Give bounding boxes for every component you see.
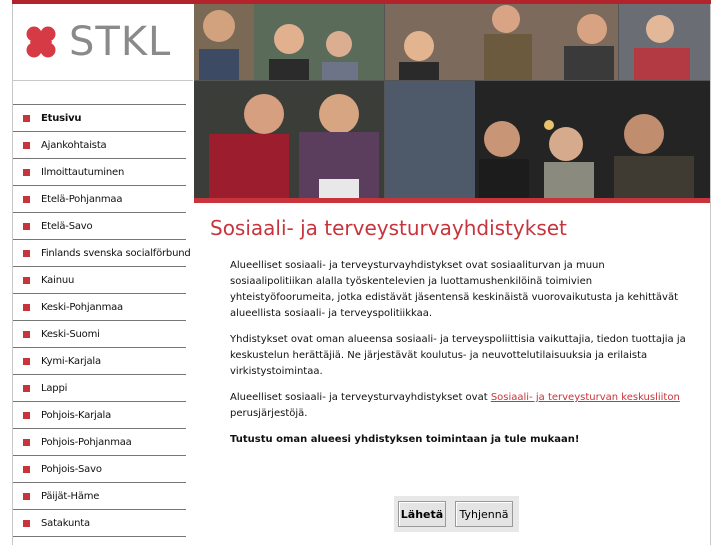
bullet-square-icon	[23, 304, 30, 311]
header-photo-collage	[194, 4, 710, 198]
nav-item-label: Ajankohtaista	[41, 139, 107, 151]
submit-button[interactable]: Lähetä	[398, 501, 446, 527]
bullet-square-icon	[23, 169, 30, 176]
bullet-square-icon	[23, 196, 30, 203]
nav-item-label: Lappi	[41, 382, 68, 394]
sidebar-nav	[13, 104, 191, 537]
page-title: Sosiaali- ja terveysturvayhdistykset	[210, 216, 567, 240]
frame-border-right	[710, 4, 711, 545]
form-buttons	[394, 496, 519, 532]
nav-item-label: Etelä-Pohjanmaa	[41, 193, 123, 205]
nav-item-label: Keski-Suomi	[41, 328, 100, 340]
nav-item-ilmoittautuminen[interactable]	[13, 158, 186, 185]
nav-item-label: Pohjois-Savo	[41, 463, 102, 475]
bullet-square-icon	[23, 142, 30, 149]
nav-item-label: Kymi-Karjala	[41, 355, 101, 367]
nav-item-label: Kainuu	[41, 274, 75, 286]
nav-item-label: Keski-Pohjanmaa	[41, 301, 123, 313]
intro-paragraph: Alueelliset sosiaali- ja terveysturvayhdistykset ovat sosiaaliturvan ja muun sosiaalipolitiikan alalla työskentelevien ja luottamushenkilöinä toimivien yhteistyöfoorumeita, jotka edistävät jäsentensä keskinäistä vuorovaikutusta ja kehittävät alueellista sosiaali- ja terveyspolitiikkaa.	[230, 260, 679, 319]
bullet-square-icon	[23, 223, 30, 230]
bullet-square-icon	[23, 331, 30, 338]
header-red-divider	[194, 198, 710, 203]
nav-item-label: Ilmoittautuminen	[41, 166, 125, 178]
clover-logo-icon	[21, 22, 61, 62]
nav-item-lappi[interactable]	[13, 374, 186, 401]
nav-item-label: Etelä-Savo	[41, 220, 93, 232]
membership-text-prefix: Alueelliset sosiaali- ja terveysturvayhdistykset ovat	[230, 392, 491, 403]
call-to-action: Tutustu oman alueesi yhdistyksen toimintaan ja tule mukaan!	[230, 434, 580, 445]
nav-item-label: Satakunta	[41, 517, 90, 529]
bullet-square-icon	[23, 520, 30, 527]
bullet-square-icon	[23, 277, 30, 284]
nav-item-label: Päijät-Häme	[41, 490, 100, 502]
nav-item-label: Pohjois-Karjala	[41, 409, 112, 421]
nav-item-pohjois-karjala[interactable]	[13, 401, 186, 428]
nav-item-keski-suomi[interactable]	[13, 320, 186, 347]
nav-item-label: Finlands svenska socialförbund	[41, 247, 191, 259]
nav-item-etela-savo[interactable]	[13, 212, 186, 239]
bullet-square-icon	[23, 412, 30, 419]
bullet-square-icon	[23, 385, 30, 392]
logo-divider	[13, 80, 193, 81]
site-logo[interactable]	[13, 4, 193, 80]
nav-item-label: Pohjois-Pohjanmaa	[41, 436, 132, 448]
bullet-square-icon	[23, 439, 30, 446]
bullet-square-icon	[23, 250, 30, 257]
reset-button[interactable]: Tyhjennä	[455, 501, 513, 527]
associations-paragraph: Yhdistykset ovat oman alueensa sosiaali- ja terveyspoliittisia vaikuttajia, tiedon tuottajia ja keskustelun herättäjiä. Ne järjestävät koulutus- ja neuvottelutilaisuuksia ja erilaista virkistystoimintaa.	[230, 334, 686, 377]
nav-item-paijat-hame[interactable]	[13, 482, 186, 509]
nav-item-pohjois-savo[interactable]	[13, 455, 186, 482]
keskusliitto-link[interactable]: Sosiaali- ja terveysturvan keskusliiton	[490, 392, 680, 403]
bullet-square-icon	[23, 466, 30, 473]
nav-item-pohjois-pohjanmaa[interactable]	[13, 428, 186, 455]
nav-item-etela-pohjanmaa[interactable]	[13, 185, 186, 212]
nav-item-kymi-karjala[interactable]	[13, 347, 186, 374]
main-content	[230, 258, 690, 458]
nav-item-ajankohtaista[interactable]	[13, 131, 186, 158]
membership-text-suffix: perusjärjestöjä.	[230, 408, 308, 419]
nav-item-keski-pohjanmaa[interactable]	[13, 293, 186, 320]
bullet-square-icon	[23, 358, 30, 365]
nav-item-satakunta[interactable]	[13, 509, 186, 537]
nav-item-label: Etusivu	[41, 112, 82, 124]
membership-paragraph	[230, 390, 690, 422]
nav-item-kainuu[interactable]	[13, 266, 186, 293]
bullet-square-icon	[23, 493, 30, 500]
nav-item-etusivu[interactable]	[13, 104, 186, 131]
nav-item-finlands-svenska[interactable]	[13, 239, 191, 266]
logo-text: STKL	[69, 19, 172, 65]
bullet-square-icon	[23, 115, 30, 122]
